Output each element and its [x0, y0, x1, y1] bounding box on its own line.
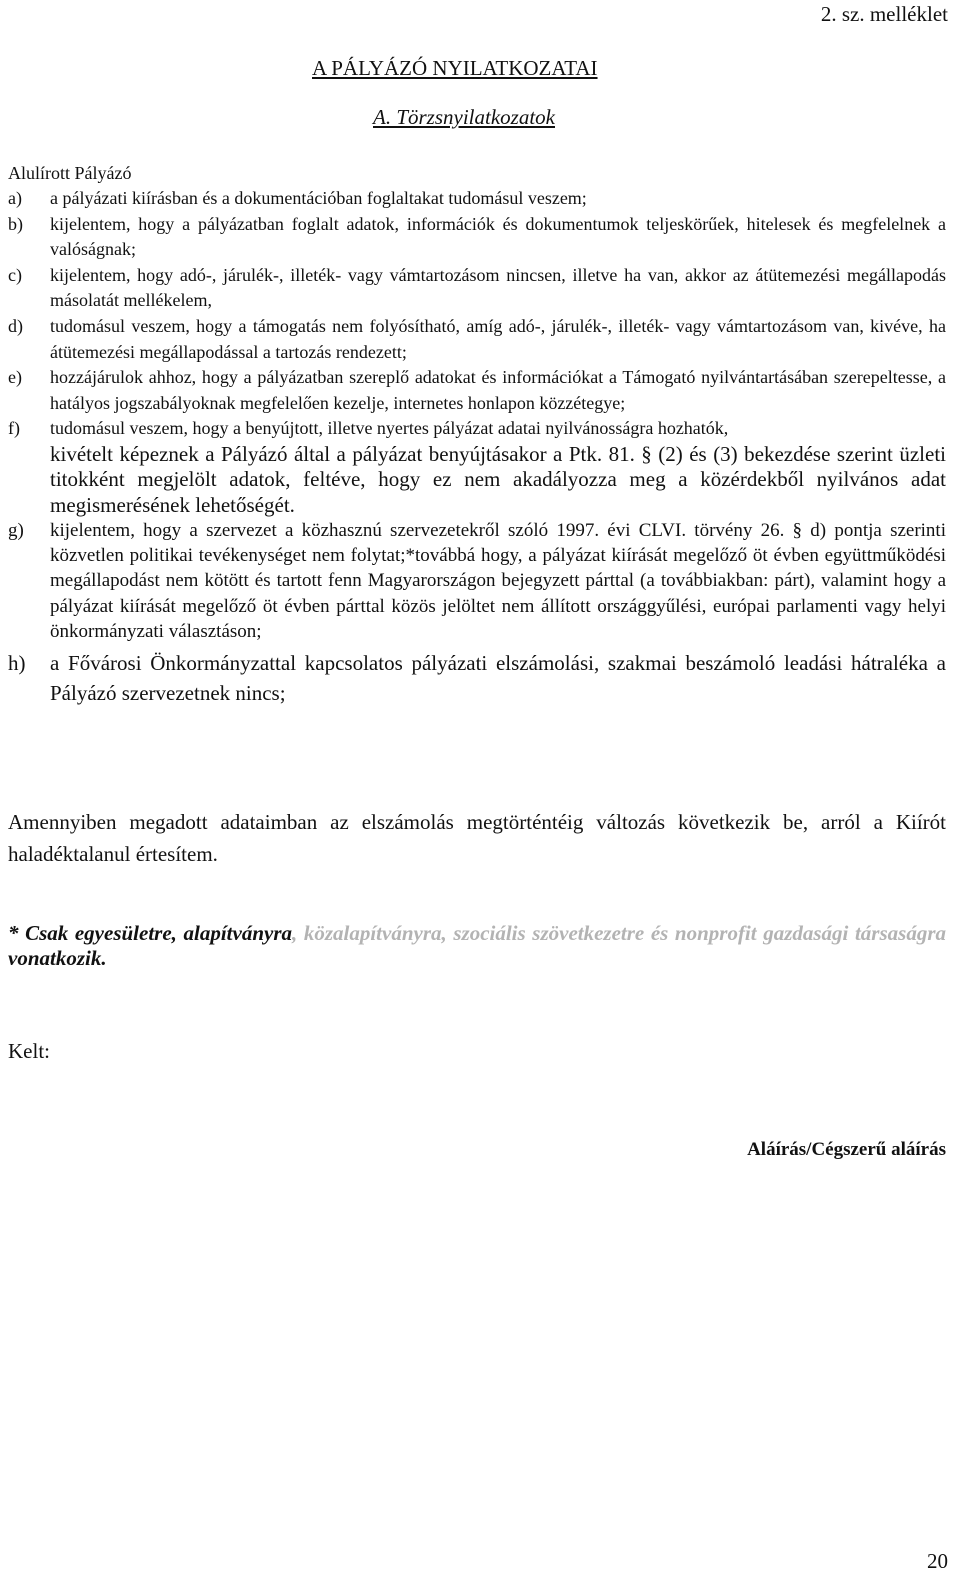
item-letter: f) [8, 418, 20, 439]
signature-label: Aláírás/Cégszerű aláírás [747, 1139, 946, 1160]
item-letter: e) [8, 367, 22, 388]
item-text: kijelentem, hogy adó-, járulék-, illeték- vagy vámtartozásom nincsen, illetve ha van, akkor az átütemezési megállapodás másolatát mellékelem, [50, 264, 946, 311]
footnote [8, 921, 946, 971]
item-text-continued: kivételt képeznek a Pályázó által a pályázat benyújtásakor a Ptk. 81. § (2) és (3) bekezdése szerint üzleti titokként megjelölt adatok, feltéve, hogy ez nem akadályozza meg a közérdekből nyilvános adat megismerésének lehetőségét. [50, 441, 946, 517]
item-letter: g) [8, 519, 24, 541]
item-text: a pályázati kiírásban és a dokumentációban foglaltakat tudomásul veszem; [50, 188, 587, 208]
section-subtitle: A. Törzsnyilatkozatok [373, 105, 555, 129]
list-item-f [8, 416, 946, 517]
place-date-label: Kelt: [8, 1039, 50, 1063]
footnote-part-1: * Csak egyesületre, alapítványra [8, 921, 292, 945]
list-item-b [8, 212, 946, 263]
item-text: kijelentem, hogy a pályázatban foglalt adatok, információk és dokumentumok teljeskörűek, hitelesek és megfelelnek a valóságnak; [50, 213, 946, 260]
item-text: kijelentem, hogy a szervezet a közhasznú szervezetekről szóló 1997. évi CLVI. törvény 26. § d) pontja szerinti közvetlen politikai tevékenységet nem folytat;*továbbá hogy, a pályázat kiírását megelőző öt évben együttműködési megállapodást nem kötött és tartott fenn Magyarországon bejegyzett párttal (a továbbiakban: párt), valamint hogy a pályázat kiírását megelőző öt évben párttal közös jelöltet nem állított országgyűlési, európai parlamenti vagy helyi önkormányzati választáson; [50, 519, 946, 643]
list-item-h [8, 648, 946, 708]
item-letter: d) [8, 315, 23, 336]
footnote-part-3: vonatkozik. [8, 946, 107, 970]
item-letter: h) [8, 651, 26, 676]
declarations-body [8, 160, 946, 708]
closing-paragraph: Amennyiben megadott adataimban az elszámolás megtörténtéig változás következik be, arról a Kiírót haladéktalanul értesítem. [8, 810, 946, 866]
list-item-a [8, 186, 946, 212]
list-item-g [8, 518, 946, 644]
item-letter: b) [8, 213, 23, 234]
annex-label: 2. sz. melléklet [820, 2, 948, 26]
item-text: tudomásul veszem, hogy a benyújtott, illetve nyertes pályázat adatai nyilvánosságra hozhatók, [50, 418, 729, 439]
item-letter: c) [8, 264, 22, 285]
list-item-c [8, 263, 946, 314]
item-letter: a) [8, 188, 22, 208]
page-number: 20 [927, 1549, 948, 1573]
document-title: A PÁLYÁZÓ NYILATKOZATAI [312, 56, 598, 80]
item-text: a Fővárosi Önkormányzattal kapcsolatos pályázati elszámolási, szakmai beszámoló leadási hátraléka a Pályázó szervezetnek nincs; [50, 651, 946, 706]
item-text: tudomásul veszem, hogy a támogatás nem folyósítható, amíg adó-, járulék-, illeték- vagy vámtartozásom van, kivéve, ha átütemezési megállapodással a tartozás rendezett; [50, 315, 946, 362]
item-text: hozzájárulok ahhoz, hogy a pályázatban szereplő adatokat és információkat a Támogató nyilvántartásában szerepeltesse, a hatályos jogszabályoknak megfelelően kezelje, internetes honlapon közzétegye; [50, 367, 946, 413]
intro-text: Alulírott Pályázó [8, 163, 132, 183]
list-item-d [8, 314, 946, 365]
footnote-part-2: , közalapítványra, szociális szövetkezetre és nonprofit gazdasági társaságra [292, 921, 946, 945]
list-item-e [8, 365, 946, 416]
